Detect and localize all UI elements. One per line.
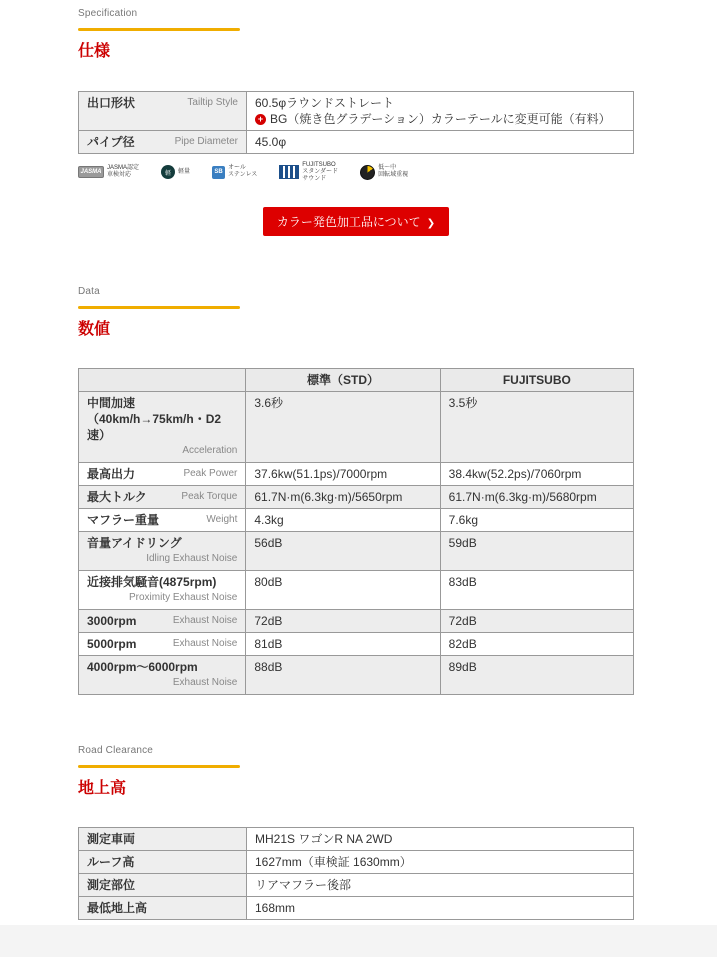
fujitsubo-value: 89dB <box>440 656 633 695</box>
section-title: 数値 <box>78 321 111 338</box>
row-label-jp: 最高出力 <box>87 467 136 481</box>
fujitsubo-value: 83dB <box>440 571 633 610</box>
table-row <box>79 610 634 633</box>
row-label-en: Exhaust Noise <box>172 615 238 626</box>
section-underline <box>78 28 240 31</box>
section-title: 仕様 <box>78 43 111 60</box>
tailtip-value-line2: BG（焼き色グラデーション）カラーテールに変更可能（有料） <box>270 112 611 126</box>
badge-text: 軽量 <box>178 168 191 175</box>
table-row <box>79 392 634 463</box>
section-road-clearance <box>78 745 634 920</box>
row-label-en: Proximity Exhaust Noise <box>129 592 238 603</box>
table-row <box>79 571 634 610</box>
row-label-jp: マフラー重量 <box>87 513 160 527</box>
row-value: リアマフラー後部 <box>247 874 634 897</box>
color-finish-info-button[interactable]: カラー発色加工品について ❯ <box>263 207 449 236</box>
chevron-right-icon: ❯ <box>426 218 436 229</box>
badge-stainless: SB オール ステンレス <box>212 165 257 179</box>
std-value: 88dB <box>246 656 440 695</box>
lightweight-icon: 軽 <box>161 165 175 179</box>
row-label-jp: 近接排気騒音(4875rpm) <box>87 575 217 589</box>
table-row <box>79 92 634 131</box>
row-label-en: Peak Torque <box>181 491 238 502</box>
row-label-jp: 5000rpm <box>87 637 137 651</box>
row-value: 1627mm（車検証 1630mm） <box>247 851 634 874</box>
section-eyebrow: Data <box>78 286 100 297</box>
spec-table <box>78 91 634 154</box>
std-value: 3.6秒 <box>246 392 440 463</box>
pipe-diameter-value: 45.0φ <box>247 131 634 154</box>
table-row <box>79 131 634 154</box>
row-label-jp: 音量アイドリング <box>87 536 182 550</box>
badge-text: 低〜中 <box>378 165 397 171</box>
row-label-en: Pipe Diameter <box>174 136 238 147</box>
badge-text: FUJITSUBO <box>302 161 336 168</box>
table-row <box>79 828 634 851</box>
std-value: 61.7N·m(6.3kg·m)/5650rpm <box>246 486 440 509</box>
fujitsubo-value: 3.5秒 <box>440 392 633 463</box>
section-underline <box>78 306 240 309</box>
road-clearance-table <box>78 827 634 920</box>
row-label-en: Peak Power <box>183 468 238 479</box>
table-row <box>79 509 634 532</box>
table-row <box>79 897 634 920</box>
table-row <box>79 463 634 486</box>
fujitsubo-value: 7.6kg <box>440 509 633 532</box>
badge-rpm-range: 低〜中 回転域重視 <box>360 165 408 180</box>
badge-text: オール <box>228 165 246 171</box>
data-table <box>78 368 634 695</box>
section-eyebrow: Specification <box>78 8 138 19</box>
badge-row <box>78 162 634 182</box>
footer-strip <box>0 925 717 957</box>
table-row <box>79 874 634 897</box>
fujitsubo-value: 38.4kw(52.2ps)/7060rpm <box>440 463 633 486</box>
row-label-en: Acceleration <box>182 445 238 456</box>
table-row <box>79 532 634 571</box>
row-label: ルーフ高 <box>79 851 247 874</box>
fujitsubo-value: 59dB <box>440 532 633 571</box>
row-label: 測定部位 <box>79 874 247 897</box>
row-label: 測定車両 <box>79 828 247 851</box>
section-eyebrow: Road Clearance <box>78 745 154 756</box>
badge-lightweight <box>161 165 190 179</box>
std-value: 72dB <box>246 610 440 633</box>
badge-sound-type: FUJITSUBO スタンダード サウンド <box>279 162 338 183</box>
section-specification <box>78 8 634 236</box>
row-value: MH21S ワゴンR NA 2WD <box>247 828 634 851</box>
std-value: 37.6kw(51.1ps)/7000rpm <box>246 463 440 486</box>
page-content <box>78 0 634 920</box>
fujitsubo-value: 82dB <box>440 633 633 656</box>
row-label-en: Tailtip Style <box>187 97 238 108</box>
rpm-gauge-icon <box>360 165 375 180</box>
row-value: 168mm <box>247 897 634 920</box>
row-label-jp: 3000rpm <box>87 614 137 628</box>
std-value: 56dB <box>246 532 440 571</box>
section-data <box>78 286 634 695</box>
row-label-jp: パイプ径 <box>87 135 135 149</box>
fujitsubo-value: 61.7N·m(6.3kg·m)/5680rpm <box>440 486 633 509</box>
plus-circle-icon: + <box>255 114 266 125</box>
col-header-std: 標準（STD） <box>246 369 440 392</box>
table-row <box>79 851 634 874</box>
table-row <box>79 633 634 656</box>
table-row <box>79 656 634 695</box>
row-label-en: Exhaust Noise <box>172 677 238 688</box>
sound-type-icon <box>279 165 299 179</box>
row-label-jp: 中間加速（40km/h→75km/h・D2速） <box>87 396 222 442</box>
row-label-en: Idling Exhaust Noise <box>146 553 238 564</box>
jasma-logo-icon: JASMA <box>78 166 104 178</box>
row-label: 最低地上高 <box>79 897 247 920</box>
row-label-jp: 最大トルク <box>87 490 147 504</box>
row-label-en: Weight <box>206 514 238 525</box>
row-label-jp: 4000rpm〜6000rpm <box>87 660 198 674</box>
std-value: 4.3kg <box>246 509 440 532</box>
std-value: 81dB <box>246 633 440 656</box>
stainless-icon: SB <box>212 166 225 179</box>
row-label-jp: 出口形状 <box>87 96 136 110</box>
table-row <box>79 486 634 509</box>
badge-jasma: JASMA JASMA認定 車検対応 <box>78 165 139 179</box>
tailtip-value-line1: 60.5φラウンドストレート <box>255 96 395 110</box>
section-title: 地上高 <box>78 780 127 797</box>
col-header-fujitsubo: FUJITSUBO <box>440 369 633 392</box>
row-label-en: Exhaust Noise <box>172 638 238 649</box>
fujitsubo-value: 72dB <box>440 610 633 633</box>
badge-text: JASMA認定 <box>107 165 140 171</box>
table-header-row <box>79 369 634 392</box>
std-value: 80dB <box>246 571 440 610</box>
section-underline <box>78 765 240 768</box>
